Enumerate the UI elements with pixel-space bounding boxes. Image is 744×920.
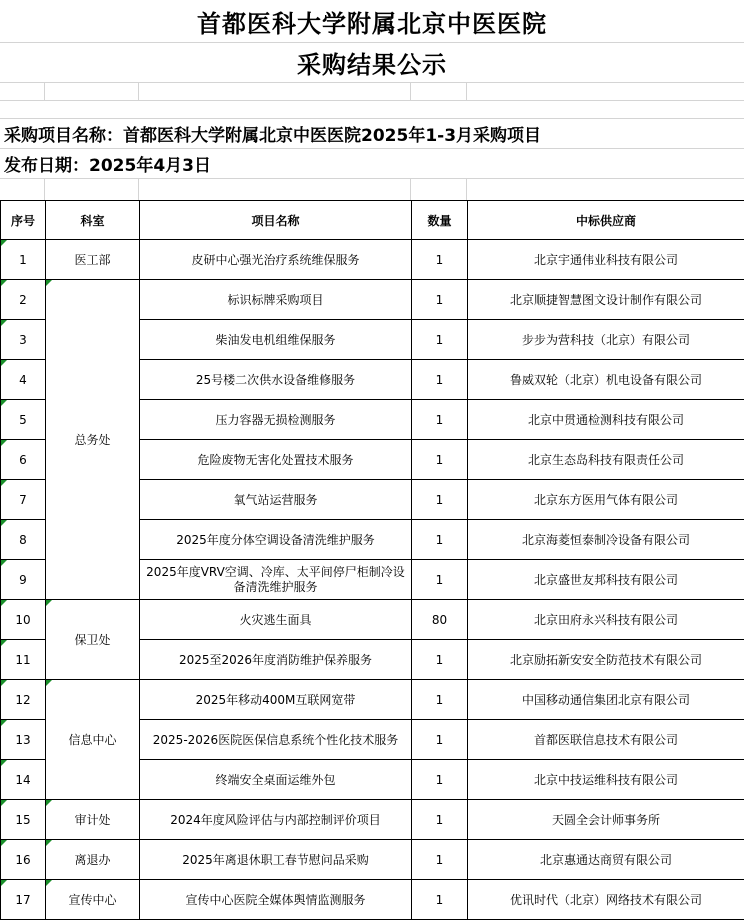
gridline	[138, 82, 139, 100]
table-row	[1, 280, 744, 320]
supplier-cell: 首都医联信息技术有限公司	[468, 720, 744, 760]
item-name-cell	[140, 560, 412, 600]
item-name-text: 2025年度VRV空调、冷库、太平间停尸柜制冷设备清洗维护服务	[146, 564, 405, 594]
department-name: 总务处	[74, 433, 111, 447]
cell-marker	[46, 280, 52, 286]
quantity-cell: 1	[412, 680, 468, 720]
gridline	[0, 82, 744, 83]
table-row	[1, 800, 744, 840]
item-name-cell: 标识标牌采购项目	[140, 280, 412, 320]
row-number-cell	[1, 240, 46, 280]
item-name-cell: 25号楼二次供水设备维修服务	[140, 360, 412, 400]
row-number-cell	[1, 720, 46, 760]
cell-marker	[1, 320, 7, 326]
quantity-cell: 1	[412, 640, 468, 680]
gridline	[410, 82, 411, 100]
page-title: 首都医科大学附属北京中医医院	[197, 9, 547, 38]
supplier-cell: 北京惠通达商贸有限公司	[468, 840, 744, 880]
row-number: 16	[15, 852, 31, 867]
cell-marker	[1, 680, 7, 686]
department-name: 离退办	[74, 853, 111, 867]
department-cell	[46, 680, 140, 800]
row-number-cell	[1, 520, 46, 560]
row-number: 15	[15, 812, 31, 827]
supplier-cell: 北京田府永兴科技有限公司	[468, 600, 744, 640]
table-row	[1, 840, 744, 880]
row-number-cell	[1, 680, 46, 720]
cell-marker	[1, 600, 7, 606]
row-number: 17	[15, 892, 31, 907]
supplier-cell: 步步为营科技（北京）有限公司	[468, 320, 744, 360]
row-number: 2	[19, 292, 27, 307]
row-number: 11	[15, 652, 31, 667]
cell-marker	[1, 520, 7, 526]
cell-marker	[46, 840, 52, 846]
supplier-cell: 天圆全会计师事务所	[468, 800, 744, 840]
supplier-cell: 北京励拓新安安全防范技术有限公司	[468, 640, 744, 680]
cell-marker	[1, 880, 7, 886]
quantity-cell: 1	[412, 560, 468, 600]
item-name-cell: 2025-2026医院医保信息系统个性化技术服务	[140, 720, 412, 760]
row-number: 10	[15, 612, 31, 627]
cell-marker	[46, 880, 52, 886]
table-row	[1, 880, 744, 920]
row-number-cell	[1, 400, 46, 440]
row-number-cell	[1, 880, 46, 920]
quantity-cell: 1	[412, 880, 468, 920]
column-header-no: 序号	[1, 201, 46, 240]
quantity-cell: 1	[412, 520, 468, 560]
department-cell	[46, 880, 140, 920]
item-name-cell: 2025年离退休职工春节慰问品采购	[140, 840, 412, 880]
department-cell	[46, 840, 140, 880]
department-cell: 医工部	[46, 240, 140, 280]
item-name-cell: 氧气站运营服务	[140, 480, 412, 520]
cell-marker	[1, 840, 7, 846]
row-number-cell	[1, 640, 46, 680]
quantity-cell: 1	[412, 720, 468, 760]
supplier-cell: 中国移动通信集团北京有限公司	[468, 680, 744, 720]
department-cell	[46, 800, 140, 840]
cell-marker	[46, 600, 52, 606]
department-name: 宣传中心	[68, 893, 117, 907]
publish-date-line: 发布日期：2025年4月3日	[4, 155, 211, 176]
cell-marker	[1, 240, 7, 246]
item-name-cell: 危险废物无害化处置技术服务	[140, 440, 412, 480]
cell-marker	[1, 480, 7, 486]
row-number: 6	[19, 452, 27, 467]
item-name-cell: 2025年度分体空调设备清洗维护服务	[140, 520, 412, 560]
cell-marker	[46, 680, 52, 686]
cell-marker	[1, 400, 7, 406]
cell-marker	[1, 800, 7, 806]
quantity-cell: 1	[412, 240, 468, 280]
row-number-cell	[1, 280, 46, 320]
gridline	[0, 178, 744, 179]
item-name-cell: 终端安全桌面运维外包	[140, 760, 412, 800]
row-number: 13	[15, 732, 31, 747]
supplier-cell: 北京宇通伟业科技有限公司	[468, 240, 744, 280]
gridline	[0, 100, 744, 101]
cell-marker	[1, 280, 7, 286]
item-name-cell: 火灾逃生面具	[140, 600, 412, 640]
gridline	[466, 82, 467, 100]
department-name: 保卫处	[74, 633, 111, 647]
quantity-cell: 1	[412, 840, 468, 880]
quantity-cell: 1	[412, 800, 468, 840]
gridline	[466, 178, 467, 200]
supplier-cell: 北京中技运维科技有限公司	[468, 760, 744, 800]
item-name-cell: 2025年移动400M互联网宽带	[140, 680, 412, 720]
row-number: 12	[15, 692, 31, 707]
row-number: 1	[19, 252, 27, 267]
supplier-cell: 北京生态岛科技有限责任公司	[468, 440, 744, 480]
supplier-cell: 北京海菱恒泰制冷设备有限公司	[468, 520, 744, 560]
quantity-cell: 80	[412, 600, 468, 640]
quantity-cell: 1	[412, 320, 468, 360]
item-name-cell: 2025至2026年度消防维护保养服务	[140, 640, 412, 680]
quantity-cell: 1	[412, 280, 468, 320]
table-row	[1, 600, 744, 640]
row-number-cell	[1, 760, 46, 800]
supplier-cell: 优讯时代（北京）网络技术有限公司	[468, 880, 744, 920]
gridline	[44, 178, 45, 200]
supplier-cell: 北京顺捷智慧图文设计制作有限公司	[468, 280, 744, 320]
cell-marker	[46, 800, 52, 806]
row-number-cell	[1, 560, 46, 600]
department-name: 审计处	[74, 813, 111, 827]
cell-marker	[1, 720, 7, 726]
column-header-supplier: 中标供应商	[468, 201, 744, 240]
column-header-department: 科室	[46, 201, 140, 240]
table-row	[1, 240, 744, 280]
column-header-item: 项目名称	[140, 201, 412, 240]
quantity-cell: 1	[412, 400, 468, 440]
cell-marker	[1, 440, 7, 446]
row-number: 4	[19, 372, 27, 387]
quantity-cell: 1	[412, 760, 468, 800]
gridline	[44, 82, 45, 100]
table-row	[1, 680, 744, 720]
item-name-cell: 2024年度风险评估与内部控制评价项目	[140, 800, 412, 840]
cell-marker	[1, 360, 7, 366]
supplier-cell: 鲁威双轮（北京）机电设备有限公司	[468, 360, 744, 400]
cell-marker	[1, 760, 7, 766]
row-number-cell	[1, 320, 46, 360]
item-name-cell: 宣传中心医院全媒体舆情监测服务	[140, 880, 412, 920]
gridline	[410, 178, 411, 200]
row-number-cell	[1, 840, 46, 880]
quantity-cell: 1	[412, 480, 468, 520]
supplier-cell: 北京中贯通检测科技有限公司	[468, 400, 744, 440]
row-number: 3	[19, 332, 27, 347]
row-number: 14	[15, 772, 31, 787]
row-number-cell	[1, 480, 46, 520]
cell-marker	[1, 640, 7, 646]
row-number-cell	[1, 360, 46, 400]
supplier-cell: 北京东方医用气体有限公司	[468, 480, 744, 520]
gridline	[138, 178, 139, 200]
quantity-cell: 1	[412, 360, 468, 400]
row-number: 5	[19, 412, 27, 427]
item-name-cell: 皮研中心强光治疗系统维保服务	[140, 240, 412, 280]
row-number: 7	[19, 492, 27, 507]
item-name-cell: 压力容器无损检测服务	[140, 400, 412, 440]
department-name: 信息中心	[68, 733, 117, 747]
page-subtitle: 采购结果公示	[297, 50, 447, 79]
row-number-cell	[1, 440, 46, 480]
row-number: 8	[19, 532, 27, 547]
row-number-cell	[1, 800, 46, 840]
department-cell	[46, 280, 140, 600]
supplier-cell: 北京盛世友邦科技有限公司	[468, 560, 744, 600]
procurement-results-table	[0, 200, 744, 920]
column-header-quantity: 数量	[412, 201, 468, 240]
item-name-cell: 柴油发电机组维保服务	[140, 320, 412, 360]
quantity-cell: 1	[412, 440, 468, 480]
project-name-line: 采购项目名称：首都医科大学附属北京中医医院2025年1-3月采购项目	[4, 125, 542, 146]
row-number-cell	[1, 600, 46, 640]
cell-marker	[1, 560, 7, 566]
row-number: 9	[19, 572, 27, 587]
department-cell	[46, 600, 140, 680]
table-header-row	[1, 201, 744, 240]
